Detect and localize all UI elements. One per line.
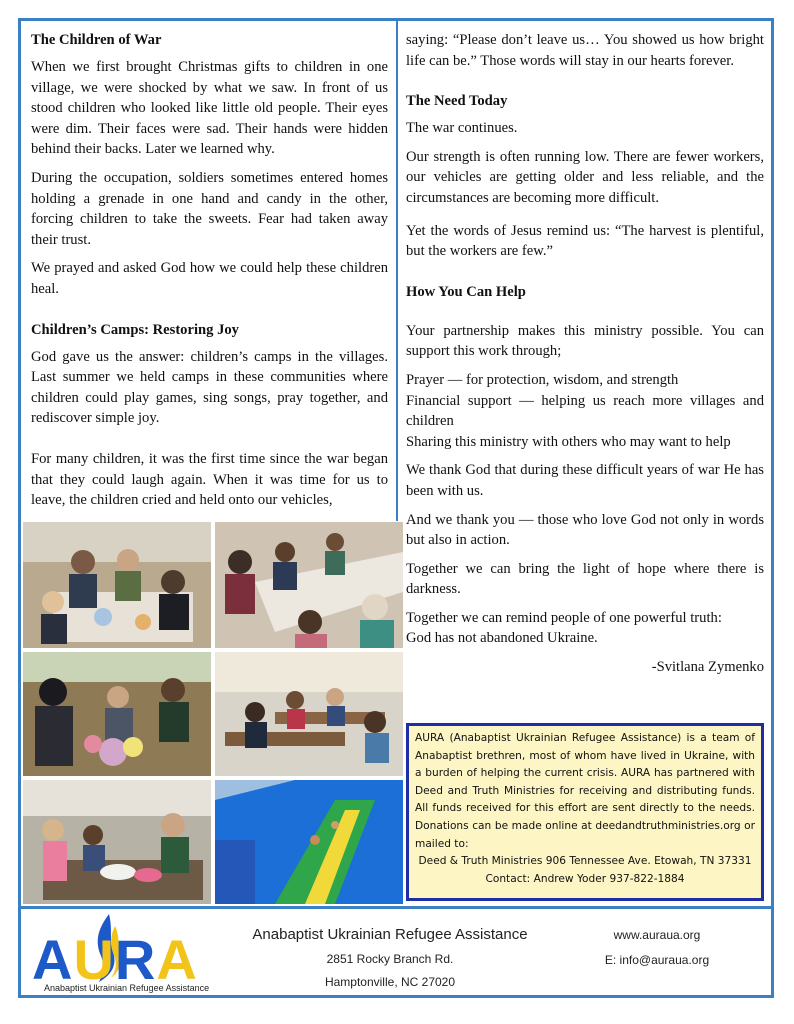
aura-info-box xyxy=(406,723,764,901)
address-line-1: 2851 Rocky Branch Rd. xyxy=(326,952,454,966)
email-link[interactable]: E: info@auraua.org xyxy=(604,953,710,967)
heading-how-you-can-help: How You Can Help xyxy=(406,283,526,300)
spacer xyxy=(31,308,388,320)
heading-need-today: The Need Today xyxy=(406,93,508,110)
photo-picnic-tables xyxy=(215,652,403,776)
logo-wordmark: AURA xyxy=(32,928,198,991)
photo-children-drawing xyxy=(215,522,403,648)
address-line-2: Hamptonville, NC 27020 xyxy=(324,975,456,989)
paragraph: Our strength is often running low. There are fewer workers, our vehicles are getting older and less reliable, and the circumstances are becoming more difficult. xyxy=(406,148,764,206)
paragraph: We prayed and asked God how we could help these children heal. xyxy=(31,260,388,297)
contact-line: Contact: Andrew Yoder 937-822-1884 xyxy=(485,872,685,885)
list-item: Financial support — helping us reach more villages and children xyxy=(406,392,764,430)
paragraph: saying: “Please don’t leave us… You showed us how bright life can be.” Those words will stay in our hearts forever. xyxy=(406,32,764,69)
right-column xyxy=(406,30,764,686)
paragraph: When we first brought Christmas gifts to children in one village, we were shocked by what we saw. In front of us stood children who looked like little old people. Their eyes were dim. Their faces were sad. Their hands were hidden behind their backs. Later we learned why. xyxy=(31,59,388,158)
column-divider xyxy=(396,21,398,521)
info-text: AURA (Anabaptist Ukrainian Refugee Assistance) is a team of Anabaptist brethren, most of whom have lived in Ukraine, with a burden of helping the current crisis. AURA has partnered with Deed and Truth Ministries for receiving and distributing funds. All funds received for this effort are sent directly to the needs. Donations can be made online at deedandtruthministries.org or mailed to: xyxy=(415,732,755,850)
paragraph: During the occupation, soldiers sometimes entered homes holding a grenade in one hand and candy in the other, forcing children to take the sweets. Fear had taken away their trust. xyxy=(31,169,388,248)
photo-children-crafting xyxy=(23,522,211,648)
paragraph: Your partnership makes this ministry possible. You can support this work through; xyxy=(406,322,764,360)
footer-contact xyxy=(582,928,732,978)
photo-children-bowls xyxy=(23,780,211,904)
paragraph: Together we can bring the light of hope where there is darkness. xyxy=(406,560,764,598)
photo-collage xyxy=(23,522,403,904)
paragraph: Yet the words of Jesus remind us: “The harvest is plentiful, but the workers are few.” xyxy=(406,222,764,260)
list-item: Sharing this ministry with others who may want to help xyxy=(406,433,731,450)
paragraph: The war continues. xyxy=(406,120,518,137)
logo-subtitle: Anabaptist Ukrainian Refugee Assistance xyxy=(44,983,210,993)
spacer xyxy=(31,437,388,449)
photo-children-flowers xyxy=(23,652,211,776)
mailing-address: Deed & Truth Ministries 906 Tennessee Ave. Etowah, TN 37331 xyxy=(418,855,752,868)
photo-inflatable-slide xyxy=(215,780,403,904)
paragraph: God has not abandoned Ukraine. xyxy=(406,630,598,647)
aura-logo xyxy=(30,912,230,996)
paragraph: Together we can remind people of one powerful truth: xyxy=(406,609,722,626)
spacer xyxy=(406,79,764,91)
signature: -Svitlana Zymenko xyxy=(651,659,764,676)
paragraph: And we thank you — those who love God not only in words but also in action. xyxy=(406,511,764,549)
footer-org-info xyxy=(250,926,530,998)
paragraph: For many children, it was the first time since the war began that they could laugh again. When it was time for us to leave, the children cried and held onto our vehicles, xyxy=(31,450,388,509)
website-link[interactable]: www.auraua.org xyxy=(613,928,701,942)
spacer xyxy=(406,309,764,321)
spacer xyxy=(406,270,764,282)
paragraph: God gave us the answer: children’s camps in the villages. Last summer we held camps in these communities where children could play games, sing songs, pray together, and rediscover simple joy. xyxy=(31,348,388,427)
heading-childrens-camps: Children’s Camps: Restoring Joy xyxy=(31,321,239,338)
left-column xyxy=(31,30,388,519)
footer-divider xyxy=(21,906,771,909)
heading-children-of-war: The Children of War xyxy=(31,32,162,48)
list-item: Prayer — for protection, wisdom, and strength xyxy=(406,371,679,388)
org-name: Anabaptist Ukrainian Refugee Assistance xyxy=(252,926,528,943)
paragraph: We thank God that during these difficult years of war He has been with us. xyxy=(406,462,764,499)
